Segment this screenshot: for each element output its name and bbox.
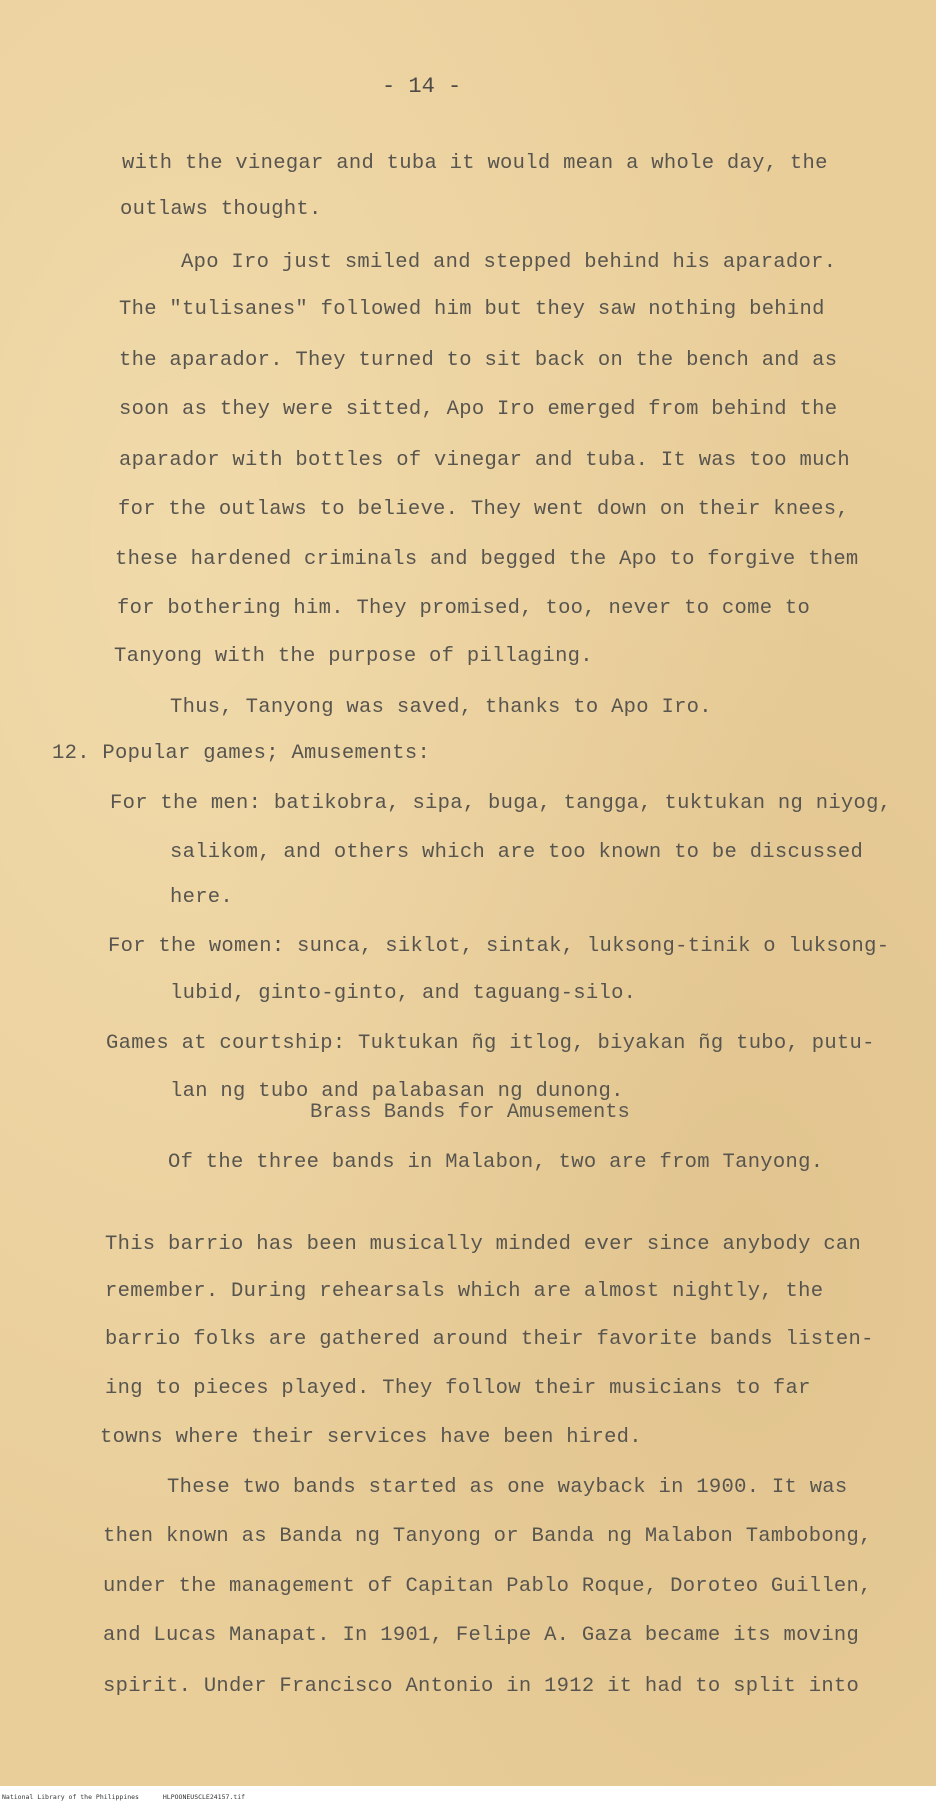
text-line: towns where their services have been hired.	[100, 1426, 642, 1449]
text-line: under the management of Capitan Pablo Roque, Doroteo Guillen,	[103, 1575, 872, 1598]
text-line: for bothering him. They promised, too, never to come to	[117, 597, 811, 620]
footer-institution: National Library of the Philippines	[2, 1793, 139, 1801]
text-line: Apo Iro just smiled and stepped behind his aparador.	[181, 251, 837, 274]
text-line: and Lucas Manapat. In 1901, Felipe A. Gaza became its moving	[103, 1624, 860, 1647]
text-line: For the women: sunca, siklot, sintak, luksong-tinik o luksong-	[108, 935, 890, 958]
footer-file-id: HLPOONEUSCLE24157.tif	[162, 1793, 246, 1801]
text-line: This barrio has been musically minded ever since anybody can	[105, 1233, 862, 1256]
text-line: lubid, ginto-ginto, and taguang-silo.	[170, 982, 637, 1005]
page-number: - 14 -	[382, 74, 462, 99]
text-line: Of the three bands in Malabon, two are from Tanyong.	[168, 1151, 824, 1174]
text-line: spirit. Under Francisco Antonio in 1912 it had to split into	[103, 1675, 860, 1698]
text-line: aparador with bottles of vinegar and tuba. It was too much	[119, 449, 850, 472]
text-line: soon as they were sitted, Apo Iro emerged from behind the	[119, 398, 838, 421]
text-line: These two bands started as one wayback in 1900. It was	[167, 1476, 848, 1499]
text-line: Games at courtship: Tuktukan ñg itlog, biyakan ñg tubo, putu-	[106, 1032, 875, 1055]
scan-footer	[0, 1786, 936, 1808]
section-heading-brass-bands: Brass Bands for Amusements	[310, 1101, 630, 1124]
text-line: these hardened criminals and begged the Apo to forgive them	[115, 548, 859, 571]
text-line: with the vinegar and tuba it would mean a whole day, the	[122, 152, 828, 175]
text-line: here.	[170, 886, 234, 909]
text-line: then known as Banda ng Tanyong or Banda ng Malabon Tambobong,	[103, 1525, 872, 1548]
text-line: barrio folks are gathered around their favorite bands listen-	[105, 1328, 874, 1351]
text-line: the aparador. They turned to sit back on the bench and as	[119, 349, 838, 372]
text-line: Thus, Tanyong was saved, thanks to Apo Iro.	[170, 696, 712, 719]
text-line: lan ng tubo and palabasan ng dunong.	[170, 1080, 624, 1103]
text-line: ing to pieces played. They follow their musicians to far	[105, 1377, 811, 1400]
section-heading-popular-games: 12. Popular games; Amusements:	[52, 742, 431, 765]
text-line: Tanyong with the purpose of pillaging.	[114, 645, 593, 668]
text-line: The "tulisanes" followed him but they saw nothing behind	[119, 298, 825, 321]
text-line: for the outlaws to believe. They went down on their knees,	[118, 498, 849, 521]
text-line: outlaws thought.	[120, 198, 322, 221]
text-line: For the men: batikobra, sipa, buga, tangga, tuktukan ng niyog,	[110, 792, 892, 815]
text-line: salikom, and others which are too known to be discussed	[170, 841, 864, 864]
text-line: remember. During rehearsals which are almost nightly, the	[105, 1280, 824, 1303]
